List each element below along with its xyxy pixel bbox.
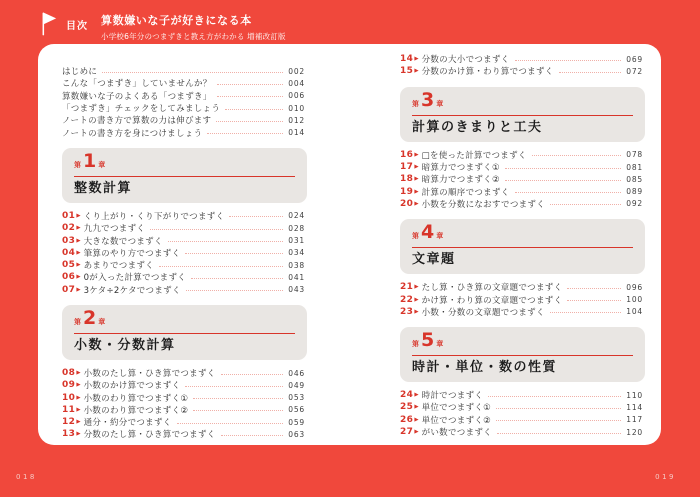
arrow-marker-icon: ▶: [76, 431, 81, 438]
dot-leader: [186, 290, 284, 291]
chapter-rule: [412, 115, 633, 116]
entry-number: 24: [400, 390, 414, 401]
dot-leader: [229, 216, 283, 217]
entry-page-number: 002: [288, 66, 305, 76]
entry-page-number: 014: [288, 128, 305, 138]
entry-number: 16: [400, 149, 414, 160]
toc-entry: [400, 161, 643, 173]
entry-title: がい数でつまずく: [421, 428, 492, 438]
arrow-marker-icon: ▶: [76, 212, 81, 219]
chapter-rule: [74, 176, 295, 177]
book-title-block: [101, 12, 286, 42]
toc-entry-list: [400, 389, 643, 438]
dot-leader: [150, 229, 283, 230]
chapter-prefix: 第: [412, 232, 419, 241]
chapter-number: 1: [83, 149, 97, 172]
chapter-heading: [400, 219, 645, 274]
dot-leader: [168, 241, 284, 242]
entry-number: 22: [400, 294, 414, 305]
entry-title: 通分・約分でつまずく: [83, 418, 172, 429]
book-subtitle: 小学校6年分のつまずきと教え方がわかる 増補改訂版: [101, 32, 286, 41]
toc-entry: [62, 271, 305, 283]
entry-title: 九九でつまずく: [83, 224, 146, 235]
chapter-prefix: 第: [412, 99, 419, 108]
entry-title: こんな「つまずき」していませんか？: [62, 79, 212, 90]
chapter-title: 整数計算: [74, 180, 133, 196]
arrow-marker-icon: ▶: [414, 151, 419, 158]
chapter-suffix: 章: [436, 99, 444, 108]
entry-page-number: 043: [288, 285, 305, 295]
chapter-title: 文章題: [412, 252, 456, 268]
chapter-heading: [62, 305, 307, 360]
arrow-marker-icon: ▶: [76, 249, 81, 256]
chapter-heading: [62, 148, 307, 203]
entry-number: 06: [62, 272, 76, 283]
chapter-number: 3: [421, 88, 435, 111]
entry-title: ノートの書き方を身につけましょう: [62, 128, 203, 139]
entry-number: 10: [62, 392, 76, 403]
arrow-marker-icon: ▶: [414, 416, 419, 423]
entry-page-number: 120: [626, 427, 643, 437]
entry-page-number: 081: [626, 162, 643, 172]
entry-number: 27: [400, 427, 414, 437]
toc-entry: [62, 77, 305, 89]
toc-entry: [62, 379, 305, 391]
dot-leader: [532, 155, 622, 156]
book-title: 算数嫌いな子が好きになる本: [101, 14, 252, 27]
toc-entry: [62, 367, 305, 379]
chapter-title: 計算のきまりと工夫: [412, 119, 543, 135]
arrow-marker-icon: ▶: [76, 382, 81, 389]
toc-entry-list: [400, 281, 643, 318]
chapter-rule: [74, 333, 295, 334]
toc-entry: [62, 234, 305, 246]
page-number-right: 019: [655, 473, 676, 481]
entry-number: 18: [400, 174, 414, 185]
toc-entry: [62, 210, 305, 222]
dot-leader: [225, 109, 283, 110]
entry-number: 05: [62, 260, 76, 271]
entry-number: 02: [62, 223, 76, 234]
entry-title: 小数のわり算でつまずく①: [83, 393, 189, 404]
entry-number: 25: [400, 402, 414, 413]
entry-page-number: 053: [288, 393, 305, 403]
dot-leader: [550, 204, 621, 205]
dot-leader: [193, 398, 283, 399]
toc-entry: [400, 401, 643, 413]
entry-title: あまりでつまずく: [83, 261, 154, 272]
entry-number: 11: [62, 404, 76, 415]
toc-entry: [62, 284, 305, 296]
toc-entry: [400, 281, 643, 293]
entry-number: 08: [62, 368, 76, 378]
toc-column-left: [62, 65, 305, 441]
page-number-left: 018: [16, 473, 37, 481]
entry-number: 23: [400, 306, 414, 317]
toc-entry: [62, 259, 305, 271]
entry-title: □を使った計算でつまずく: [421, 150, 527, 161]
toc-entry: [400, 173, 643, 185]
dot-leader: [559, 72, 622, 73]
toc-entry: [400, 306, 643, 318]
dot-leader: [496, 420, 621, 421]
arrow-marker-icon: ▶: [414, 429, 419, 435]
entry-title: 単位でつまずく②: [421, 415, 492, 426]
dot-leader: [221, 374, 284, 375]
entry-page-number: 078: [626, 150, 643, 160]
chapter-number-line: [412, 223, 633, 246]
entry-page-number: 110: [626, 390, 643, 400]
dot-leader: [567, 288, 621, 289]
content-sheet: [38, 44, 661, 445]
entry-page-number: 010: [288, 103, 305, 113]
entry-title: 小数を分数になおすでつまずく: [421, 199, 546, 210]
entry-page-number: 063: [288, 429, 305, 439]
toc-label: 目次: [66, 21, 88, 32]
toc-entry-list: [62, 367, 305, 441]
arrow-marker-icon: ▶: [76, 394, 81, 401]
chapter-number-line: [74, 149, 295, 175]
toc-entry: [400, 293, 643, 305]
chapter-number: 5: [421, 328, 435, 351]
entry-title: くり上がり・くり下がりでつまずく: [83, 211, 225, 222]
dot-leader: [216, 121, 283, 122]
entry-page-number: 024: [288, 211, 305, 221]
chapter-number-line: [412, 328, 633, 354]
dot-leader: [567, 300, 621, 301]
entry-title: 小数のかけ算でつまずく: [83, 381, 181, 392]
entry-number: 13: [62, 429, 76, 440]
arrow-marker-icon: ▶: [414, 188, 419, 195]
toc-entry: [62, 391, 305, 403]
toc-entry-list: [400, 149, 643, 210]
toc-entry: [400, 185, 643, 197]
entry-number: 19: [400, 186, 414, 197]
dot-leader: [221, 435, 284, 436]
entry-page-number: 031: [288, 236, 305, 246]
entry-title: 算数嫌いな子のよくある「つまずき」: [62, 91, 212, 102]
toc-entry: [62, 428, 305, 440]
entry-title: はじめに: [62, 67, 98, 78]
entry-page-number: 096: [626, 282, 643, 292]
entry-title: ノートの書き方で算数の力は伸びます: [62, 116, 212, 127]
entry-title: 暗算力でつまずく①: [421, 163, 500, 174]
entry-title: 暗算力でつまずく②: [421, 175, 500, 186]
entry-title: 小数・分数の文章題でつまずく: [421, 307, 545, 318]
entry-page-number: 046: [288, 368, 305, 378]
toc-entry: [62, 126, 305, 138]
toc-column-right: [400, 53, 643, 438]
entry-page-number: 100: [626, 295, 643, 305]
arrow-marker-icon: ▶: [414, 308, 419, 315]
entry-number: 20: [400, 198, 414, 209]
entry-page-number: 034: [288, 248, 305, 258]
dot-leader: [217, 96, 284, 97]
chapter-suffix: 章: [98, 317, 106, 326]
entry-page-number: 041: [288, 272, 305, 282]
entry-title: 「つまずき」チェックをしてみましょう: [62, 104, 221, 115]
toc-entry: [400, 149, 643, 161]
dot-leader: [159, 266, 283, 267]
chapter-prefix: 第: [412, 339, 419, 348]
toc-entry: [400, 65, 643, 77]
dot-leader: [102, 72, 283, 73]
toc-entry: [62, 222, 305, 234]
chapter-suffix: 章: [98, 160, 106, 169]
entry-number: 14: [400, 54, 414, 65]
entry-page-number: 004: [288, 78, 305, 88]
chapter-title: 時計・単位・数の性質: [412, 359, 558, 375]
chapter-suffix: 章: [436, 232, 444, 241]
chapter-prefix: 第: [74, 317, 81, 326]
dot-leader: [505, 180, 621, 181]
entry-number: 21: [400, 282, 414, 293]
entry-title: たし算・ひき算の文章題でつまずく: [421, 283, 563, 294]
arrow-marker-icon: ▶: [76, 237, 81, 244]
entry-number: 15: [400, 66, 414, 77]
chapter-prefix: 第: [74, 160, 81, 169]
toc-entry: [62, 114, 305, 126]
dot-leader: [191, 278, 283, 279]
entry-page-number: 117: [626, 415, 643, 425]
entry-page-number: 072: [626, 66, 643, 76]
arrow-marker-icon: ▶: [76, 225, 81, 232]
toc-entry: [62, 65, 305, 77]
toc-entry: [400, 414, 643, 426]
chapter-number: 4: [421, 221, 435, 244]
arrow-marker-icon: ▶: [76, 286, 81, 293]
dot-leader: [515, 60, 622, 61]
dot-leader: [488, 396, 621, 397]
dot-leader: [185, 253, 283, 254]
dot-leader: [177, 423, 284, 424]
arrow-marker-icon: ▶: [414, 56, 419, 63]
dot-leader: [505, 168, 621, 169]
chapter-suffix: 章: [436, 339, 444, 348]
arrow-marker-icon: ▶: [414, 68, 419, 75]
entry-title: 小数のたし算・ひき算でつまずく: [83, 369, 216, 379]
chapter-rule: [412, 247, 633, 248]
entry-page-number: 114: [626, 402, 643, 412]
toc-entry-list: [62, 65, 305, 139]
entry-title: 小数のわり算でつまずく②: [83, 405, 189, 416]
arrow-marker-icon: ▶: [414, 284, 419, 291]
toc-entry: [62, 247, 305, 259]
entry-number: 17: [400, 162, 414, 173]
entry-title: 計算の順序でつまずく: [421, 187, 510, 198]
entry-title: 大きな数でつまずく: [83, 236, 163, 247]
chapter-heading: [400, 87, 645, 142]
entry-number: 04: [62, 247, 76, 258]
page-header: [40, 10, 286, 42]
entry-title: 0が入った計算でつまずく: [83, 273, 187, 284]
entry-number: 09: [62, 380, 76, 391]
entry-title: 分数のたし算・ひき算でつまずく: [83, 430, 216, 441]
arrow-marker-icon: ▶: [76, 419, 81, 426]
dot-leader: [217, 84, 284, 85]
entry-number: 07: [62, 284, 76, 295]
dot-leader: [207, 133, 283, 134]
toc-entry: [400, 53, 643, 65]
entry-page-number: 012: [288, 115, 305, 125]
entry-page-number: 104: [626, 307, 643, 317]
entry-page-number: 038: [288, 260, 305, 270]
chapter-title: 小数・分数計算: [74, 337, 176, 353]
entry-title: 筆算のやり方でつまずく: [83, 248, 181, 259]
dot-leader: [185, 386, 283, 387]
toc-entry: [400, 198, 643, 210]
arrow-marker-icon: ▶: [414, 176, 419, 183]
dot-leader: [550, 312, 622, 313]
entry-title: 単位でつまずく①: [421, 403, 492, 414]
toc-entry: [62, 90, 305, 102]
entry-page-number: 092: [626, 199, 643, 209]
dot-leader: [496, 408, 621, 409]
entry-page-number: 028: [288, 223, 305, 233]
entry-page-number: 059: [288, 417, 305, 427]
toc-entry: [400, 426, 643, 438]
entry-page-number: 089: [626, 187, 643, 197]
entry-number: 03: [62, 235, 76, 246]
arrow-marker-icon: ▶: [76, 370, 81, 376]
arrow-marker-icon: ▶: [414, 404, 419, 411]
entry-title: 分数のかけ算・わり算でつまずく: [421, 67, 554, 78]
arrow-marker-icon: ▶: [76, 274, 81, 281]
chapter-number-line: [74, 306, 295, 332]
toc-entry: [400, 389, 643, 401]
chapter-rule: [412, 355, 633, 356]
dot-leader: [497, 433, 621, 434]
arrow-marker-icon: ▶: [76, 406, 81, 413]
pennant-flag-icon: [40, 10, 57, 37]
arrow-marker-icon: ▶: [414, 200, 419, 207]
entry-number: 12: [62, 417, 76, 428]
entry-page-number: 006: [288, 91, 305, 101]
entry-title: 時計でつまずく: [421, 391, 484, 402]
arrow-marker-icon: ▶: [76, 262, 81, 269]
entry-page-number: 069: [626, 54, 643, 64]
entry-title: かけ算・わり算の文章題でつまずく: [421, 295, 563, 306]
chapter-number-line: [412, 88, 633, 114]
chapter-heading: [400, 327, 645, 382]
entry-title: 3ケタ÷2ケタでつまずく: [83, 285, 181, 296]
toc-entry-list: [62, 210, 305, 296]
entry-page-number: 049: [288, 380, 305, 390]
arrow-marker-icon: ▶: [414, 164, 419, 171]
toc-entry: [62, 102, 305, 114]
toc-entry: [62, 404, 305, 416]
toc-entry: [62, 416, 305, 428]
toc-entry-list: [400, 53, 643, 78]
entry-number: 26: [400, 414, 414, 425]
chapter-number: 2: [83, 306, 97, 329]
arrow-marker-icon: ▶: [414, 392, 419, 399]
entry-page-number: 056: [288, 405, 305, 415]
entry-number: 01: [62, 210, 76, 221]
arrow-marker-icon: ▶: [414, 296, 419, 303]
entry-page-number: 085: [626, 174, 643, 184]
dot-leader: [515, 192, 622, 193]
dot-leader: [193, 410, 283, 411]
entry-title: 分数の大小でつまずく: [421, 55, 510, 66]
